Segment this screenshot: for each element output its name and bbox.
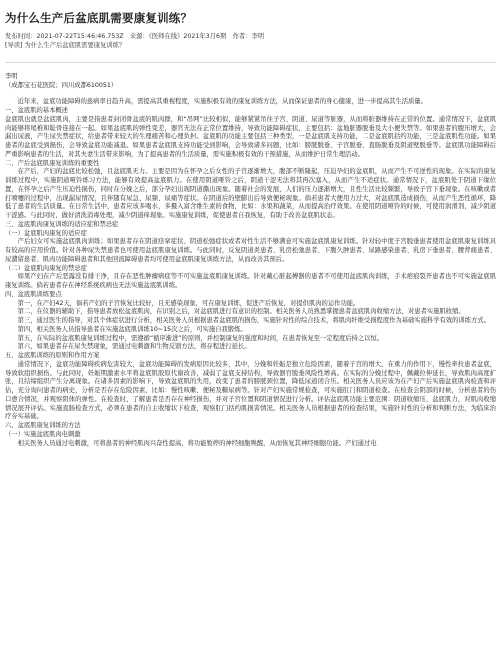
article-paragraph: 第二，在仪器的辅助下，指导患者放松盆底肌肉，在识别之后，对盆底肌进行有意识的控制。相关医务人员熟悉掌握患者盆底肌肉收缩方法，对患者实施肌收缩。	[17, 308, 465, 316]
article-paragraph: 近年来，盆底功能障碍的患病率日趋升高，需提高其重视程度，实施积极有效的康复训练方法，从而保证患者的身心健康，进一步提高其生活质量。	[17, 98, 427, 106]
article-paragraph: 如果产妇在产后恶露没有排干净，且存在恶性肿瘤病症等不可实施盆底肌康复训练。针对戴心脏起搏器的患者不可使用盆底肌肉训练，手术疤痕裂开患者也不可实施盆底肌康复训练。倘若患者存在神经系统疾病也无法实施盆底肌训练。	[5, 273, 496, 290]
article-paragraph: 盆底肌也就是盆底肌肉，主要是指患者封闭骨盆底的肌肉群，和“吊网”比较相似，能够紧紧吊住子宫、阴道、尿道等脏器，从而将脏器维持在正常的位置。通常情况下，盆底肌肉能够将尾椎和耻骨连接在一起。如果盆底肌的弹性变差，器官无法在正常位置维持，导致功能障碍症状，主要包括：盆地脏器脱垂及大小便失禁等。如果患者的腹压增大，会漏出尿液，产生尿失禁症状，给患者带来较大的生理痛苦和心理负担。盆底肌的功能主要包括三种类型，一是盆底肌支持功能，二是盆底肌括约功能，三是盆底肌性功能。如果患者的盆底受到损伤，会导致盆底功能减退。如果患者盆底肌支持功能受到影响，会导致诸多问题，比如：膀胱脱垂、子宫脱垂、直肠脱垂及阴道壁脱垂等。盆底肌功能障碍后严重影响患者的生活，对其夫妻生活带来影响，为了提高患者的生活质量，需实施积极有效的干预措施，从而维护日常生理活动。	[5, 115, 496, 158]
article-paragraph: （一）实施盆底肌肉电刺激	[5, 430, 81, 438]
article-paragraph: 二、产后盆底肌康复训练的重要性	[5, 159, 100, 167]
article-paragraph: （一）盆底肌肉康复的适应症	[5, 229, 87, 237]
author-name: 李明	[5, 73, 18, 81]
article-paragraph: 第四，相关医务人员指导患者在实施盆底肌训练10~15次之后，可实施自我锻炼。	[17, 325, 247, 333]
article-body	[5, 98, 496, 448]
article-meta: 发布时间：2021-07-22T15:46:46.753Z 来源：《医师在线》2021年3月6期 作者：李明	[5, 33, 265, 40]
article-paragraph: 一、盆底肌的基本概述	[5, 107, 68, 115]
article-paragraph: 产后妇女可实施盆底肌肉训练；如果患者存在阴道痉挛症状、阴道松弛症状或者对性生活不够满意可实施盆底肌康复训练。针对轻中度子宫脱垂患者使用盆底肌康复训练具有较高的应用价值。针对各种尿失禁患者也可使用盆底肌康复训练。与此同时，反复阴道炎患者、乳房松弛患者、下腹久肿患者、尿路感染患者、乳房下垂患者、腰背痛患者、尿潴留患者、肌肉功能障碍患者和其他回流障碍患者均可使用盆底肌康复训练方法，从而改善其预后。	[5, 238, 496, 263]
article-paragraph: 四、盆底肌训练要点	[5, 290, 62, 298]
divider	[5, 62, 496, 63]
article-paragraph: 相关医务人员通过电刺激，可将患者的神经肌肉兴奋性提高，将功能暂停的神经细胞唤醒，从而恢复其神经细胞功能。产妇通过电	[17, 439, 377, 447]
article-guide: [导读] 为什么生产后盆底肌需要康复训练？	[5, 41, 126, 49]
article-paragraph: 六、盆底肌康复训练的方法	[5, 422, 81, 430]
article-paragraph: 通常情况下，盆底功能障碍疾病危害较大，盆底功能障碍的发病原因比较多，其中，分娩和妊娠是独立危险因素，随着子宫的增大，在重力的作用下，慢性牵拉患者盆底，导致软组织损伤。与此同时，妊娠期激素水平将盆底肌胶原代谢改善，减弱了盆底支持结构，导致器官脱垂风险性增高。在实际的分娩过程中，佩戴拉伸延长，导致肌肉高度扩张，且结缔组织产生分离现象。在诸多因素的影响下，导致盆底肌的失用，改变了患者的膀胱颈位置，降低尿道闭合压。相关医务人员应该为在产妇产后实施盆底肌肉检查和评估，充分询问患者的病史，分析是否存在危险因素，比如：慢性咳嗽、便秘及糖尿病等。针对产妇实施常规检查，可实施肛门和阴道检查。在检查会阴部的时候，分析患者的伤口愈合情况，并观察阴体的弹性。在检查时，了解患者是否存在神经损伤，并对子宫位置和阴道情况进行分析。评估盆底肌功能主要范围：阴道收缩压、盆底肌力，对肌肉收缩情况展开评估。实施直肠检查方式，必须在患者的自主收缩状下检查，观察肛门括约肌损害情况。相关医务人员根据患者的检查结果，实施针对性的分析和判断方法，为临床治疗夯实基础。	[5, 360, 496, 421]
article-paragraph: （二）盆底肌肉康复的禁忌症	[5, 264, 87, 272]
article-paragraph: 第一，在产妇42天，倘若产妇的子宫恢复比较好，且无感染现象，可在康复训练，促进产后恢复，对提供肌肉的运作功能。	[17, 299, 360, 307]
article-paragraph: 五、盆底肌训练的原则和作用方案	[5, 352, 100, 360]
article-paragraph: 第五，在实际的盆底肌康复训练过程中，需遵循“循序渐进”的原则，并控制康复的强度和时间，在患者恢复至一定程度后持之以恒。	[17, 334, 384, 342]
article-paragraph: 在产后，产妇的盆底比较松弛，且盆底肌无力。主要是因为在怀孕之后女性的子宫逐渐增大，腹部不断隆起，压迫孕妇的盆底肌，从而产生不可逆性的现象。在实际的康复训练过程中，实施阴道哑铃练习方法，能够有效提高盆底肌力。在使用阴道哑铃之后，阴道干涩无法将其再次塞入，从而产生不适症状。通常情况下，盆底肌处于阴道下缘位置，在怀孕之后产生压迫性损伤，同时在分娩之后，部分孕妇出现阴道撕出现象。随着社会的发展，人们的压力逐渐增大，且性生活比较频繁，导致子宫下垂现象。在咳嗽或者打喷嚏的过程中，出现漏尿情况，且伴随有尿急、尿频、尿痛等症状。在阴道后的壁膨出后导致便秘现象。倘若患者大便用力过大，对盆底肌造成损伤，从而产生恶性循环，降低了患者的生活质量。在日常生活中，患者应该多喝水，多摄入富含维生素的食物，比如：水果和蔬菜，从而提高治疗效果。在使用阴道哑铃的时候，可使用润滑剂，减少阴道干涩感。与此同时，做好清洗消毒处理，减少阴道痒现象。实施康复训练，促使患者自我恢复，有助于改善盆底肌状态。	[5, 168, 496, 220]
article-paragraph: 三、盆底肌肉康复训练的适应症和禁忌症	[5, 220, 119, 228]
article-title: 为什么生产后盆底肌需要康复训练？	[5, 11, 193, 25]
article-paragraph: 第三，通过医生的指导，对其个体症状进行分析，相关医务人员根据患者盆底肌的损伤，实施针对性的综合技术，将肌肉纤维受损程度作为基础实施科学有效的训练方式。	[17, 317, 490, 325]
article-paragraph: 第六，如果患者存在尿失禁现象，需通过电刺激和生物反馈方法，将存程进行延长。	[17, 343, 251, 351]
author-affiliation: （成都宝石花医院；四川成都610051）	[5, 81, 118, 89]
